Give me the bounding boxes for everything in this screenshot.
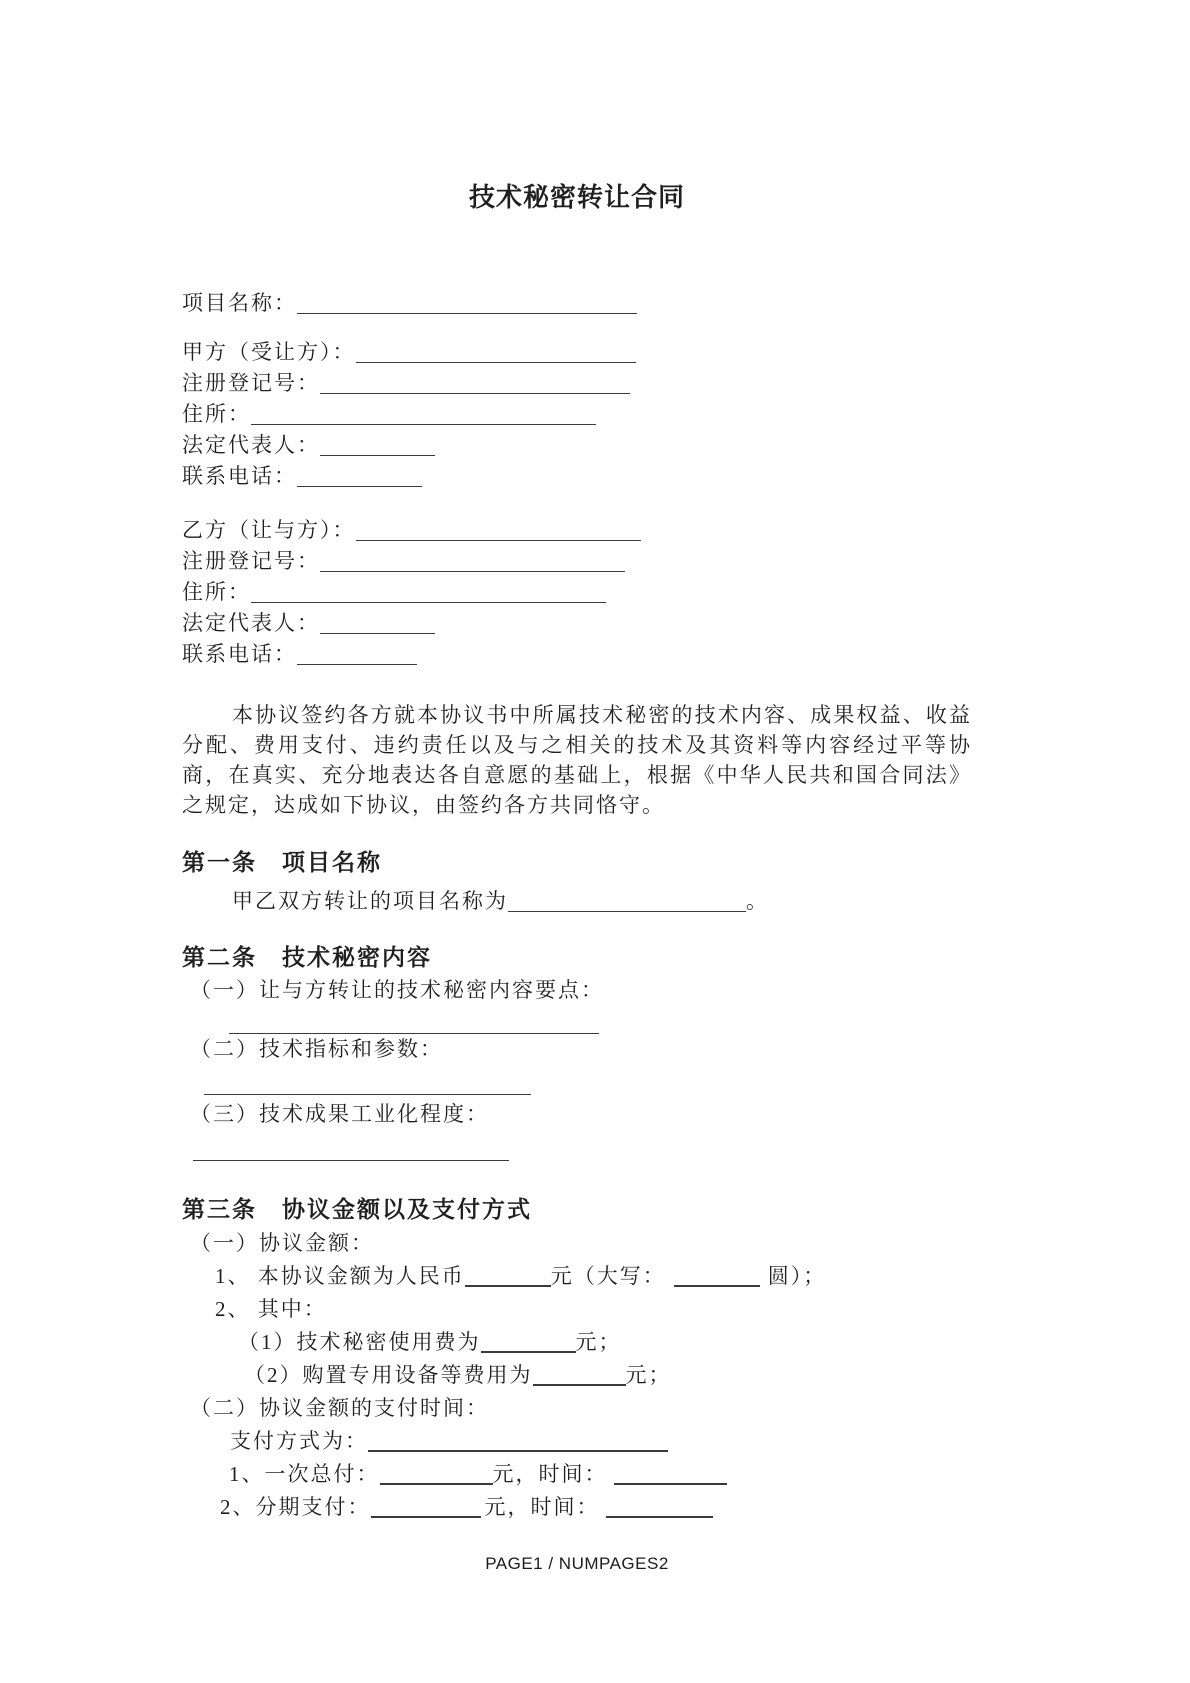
amount-numeric-blank xyxy=(465,1267,551,1287)
party-a-phone-blank xyxy=(297,467,422,487)
usage-fee-blank xyxy=(481,1333,576,1353)
article-1-body-prefix: 甲乙双方转让的项目名称为 xyxy=(232,889,508,913)
party-b-phone-label: 联系电话： xyxy=(182,642,297,666)
party-b-reg-label: 注册登记号： xyxy=(182,549,320,573)
article-1-heading: 第一条 项目名称 xyxy=(182,850,382,875)
party-a-phone-label: 联系电话： xyxy=(182,464,297,488)
project-name-label: 项目名称： xyxy=(182,291,297,315)
party-b-legal-rep-label: 法定代表人： xyxy=(182,611,320,635)
article-3-heading: 第三条 协议金额以及支付方式 xyxy=(182,1197,532,1222)
article-3-item-1: （一）协议金额： xyxy=(190,1231,374,1255)
field-party-a-address xyxy=(182,399,972,430)
equipment-fee-blank xyxy=(533,1366,626,1386)
article-2-item-1-blank xyxy=(229,1006,599,1034)
clause-2-2-prefix: （2）购置专用设备等费用为 xyxy=(244,1363,533,1387)
pay-1-amount-blank xyxy=(380,1465,493,1485)
field-party-b-address xyxy=(182,577,972,608)
party-b-name-label: 乙方（让与方）： xyxy=(182,518,356,542)
field-party-a-phone xyxy=(182,461,972,492)
party-b-block xyxy=(182,515,972,670)
party-b-legal-rep-blank xyxy=(320,614,435,634)
party-a-reg-label: 注册登记号： xyxy=(182,371,320,395)
party-b-address-blank xyxy=(251,583,606,603)
field-party-b-reg xyxy=(182,546,972,577)
pay-option-1-line xyxy=(229,1458,972,1491)
article-3-clause-2-2 xyxy=(244,1359,972,1392)
preamble-paragraph: 本协议签约各方就本协议书中所属技术秘密的技术内容、成果权益、收益分配、费用支付、违约责任以及与之相关的技术及其资料等内容经过平等协商，在真实、充分地表达各自意愿的基础上，根据《中华人民共和国合同法》之规定，达成如下协议，由签约各方共同恪守。 xyxy=(182,703,972,817)
clause-2-1-prefix: （1）技术秘密使用费为 xyxy=(238,1330,481,1354)
article-2-item-3: （三）技术成果工业化程度： xyxy=(190,1102,489,1126)
field-party-a-reg xyxy=(182,368,972,399)
page-footer: PAGE1 / NUMPAGES2 xyxy=(485,1554,669,1573)
article-1-project-blank xyxy=(508,892,746,912)
article-3-section xyxy=(182,1193,972,1524)
field-party-a-legal-rep xyxy=(182,430,972,461)
party-a-legal-rep-blank xyxy=(320,436,435,456)
article-1-body xyxy=(182,886,972,917)
party-b-address-label: 住所： xyxy=(182,580,251,604)
article-3-item-2: （二）协议金额的支付时间： xyxy=(190,1396,489,1420)
clause-2-2-suffix: 元； xyxy=(625,1363,672,1387)
article-2-item-1: （一）让与方转让的技术秘密内容要点： xyxy=(190,978,604,1002)
party-b-name-blank xyxy=(356,521,641,541)
article-1-body-suffix: 。 xyxy=(746,889,769,913)
party-a-name-label: 甲方（受让方）： xyxy=(182,340,356,364)
article-2-item-2: （二）技术指标和参数： xyxy=(190,1037,443,1061)
project-name-blank xyxy=(297,294,637,314)
party-b-phone-blank xyxy=(297,645,417,665)
pay-2-time-blank xyxy=(606,1498,713,1518)
field-party-b-legal-rep xyxy=(182,608,972,639)
article-3-clause-1 xyxy=(215,1260,972,1293)
party-a-legal-rep-label: 法定代表人： xyxy=(182,433,320,457)
pay-option-2-line xyxy=(220,1491,972,1524)
pay-1-prefix: 1、一次总付： xyxy=(229,1462,380,1486)
article-3-clause-2-1 xyxy=(238,1326,972,1359)
amount-words-blank xyxy=(674,1267,760,1287)
field-party-b-phone xyxy=(182,639,972,670)
pay-method-label: 支付方式为： xyxy=(230,1429,368,1453)
article-2-item-3-blank xyxy=(193,1130,509,1161)
party-b-reg-blank xyxy=(320,552,625,572)
page-content xyxy=(182,183,972,1576)
pay-method-blank xyxy=(368,1432,668,1452)
document-title: 技术秘密转让合同 xyxy=(468,183,685,212)
pay-1-time-blank xyxy=(614,1465,727,1485)
party-a-address-label: 住所： xyxy=(182,402,251,426)
field-project-name xyxy=(182,288,972,319)
article-2-heading: 第二条 技术秘密内容 xyxy=(182,945,432,970)
party-a-name-blank xyxy=(356,343,636,363)
article-2-item-2-blank xyxy=(204,1065,531,1095)
party-a-address-blank xyxy=(251,405,596,425)
clause-1-suffix: 圆）； xyxy=(767,1264,827,1288)
clause-1-mid: 元（大写： xyxy=(550,1264,666,1288)
clause-1-prefix: 1、 本协议金额为人民币 xyxy=(215,1264,465,1288)
pay-method-line xyxy=(230,1425,972,1458)
clause-2-1-suffix: 元； xyxy=(575,1330,622,1354)
pay-2-mid: 元，时间： xyxy=(484,1495,600,1519)
pay-2-amount-blank xyxy=(371,1498,481,1518)
article-3-clause-2: 2、 其中： xyxy=(215,1297,327,1321)
field-party-b-name xyxy=(182,515,972,546)
pay-2-prefix: 2、分期支付： xyxy=(220,1495,371,1519)
party-a-block xyxy=(182,337,972,492)
pay-1-mid: 元，时间： xyxy=(492,1462,608,1486)
party-a-reg-blank xyxy=(320,374,630,394)
field-party-a-name xyxy=(182,337,972,368)
